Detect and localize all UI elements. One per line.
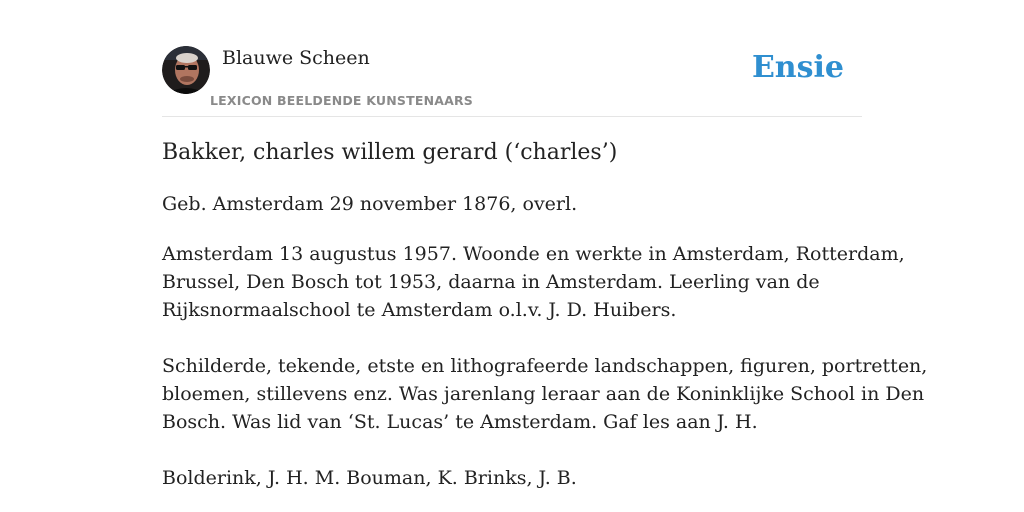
body-line: Bolderink, J. H. M. Bouman, K. Brinks, J. B. — [162, 467, 577, 489]
paragraph-gap — [162, 324, 862, 352]
site-logo[interactable]: Ensie — [751, 50, 844, 85]
body-line: Bosch. Was lid van ‘St. Lucas’ te Amsterdam. Gaf les aan J. H. — [162, 411, 758, 433]
article-intro: Geb. Amsterdam 29 november 1876, overl. — [162, 193, 578, 215]
category-label[interactable]: LEXICON BEELDENDE KUNSTENAARS — [210, 93, 474, 108]
avatar-icon — [162, 46, 210, 94]
paragraph-gap — [162, 436, 862, 464]
body-line: Amsterdam 13 augustus 1957. Woonde en werkte in Amsterdam, Rotterdam, — [162, 243, 905, 265]
article-body — [162, 240, 928, 492]
body-line: Rijksnormaalschool te Amsterdam o.l.v. J. D. Huibers. — [162, 299, 677, 321]
body-line: Brussel, Den Bosch tot 1953, daarna in Amsterdam. Leerling van de — [162, 271, 820, 293]
author-avatar[interactable] — [162, 46, 210, 94]
body-line: bloemen, stillevens enz. Was jarenlang leraar aan de Koninklijke School in Den — [162, 383, 925, 405]
author-name[interactable]: Blauwe Scheen — [222, 47, 370, 69]
page-header — [162, 46, 862, 117]
body-line: Schilderde, tekende, etste en lithografeerde landschappen, figuren, portretten, — [162, 355, 928, 377]
article-title: Bakker, charles willem gerard (‘charles’) — [162, 140, 618, 165]
